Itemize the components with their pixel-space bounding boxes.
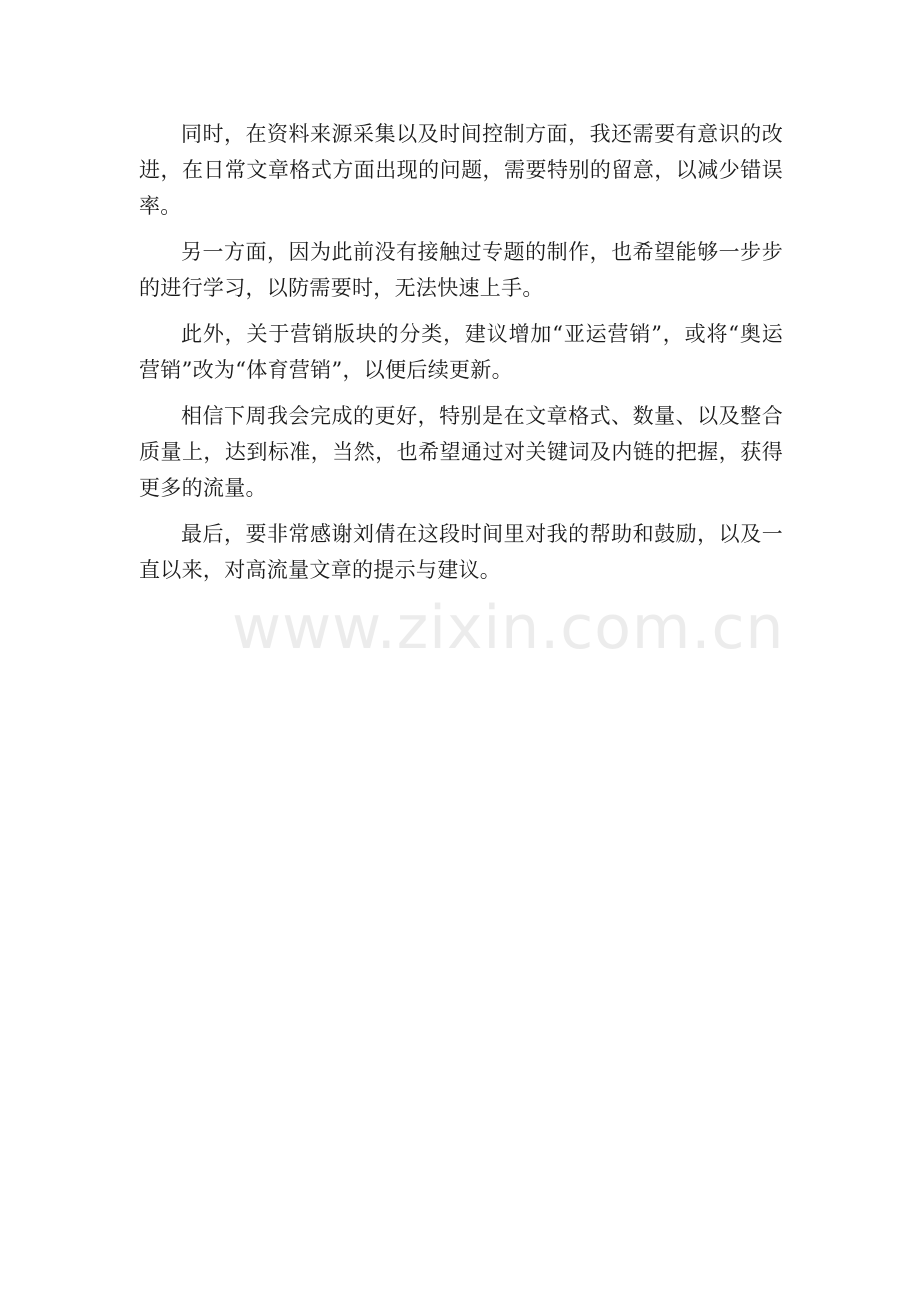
document-body [139, 116, 783, 598]
paragraph-2: 另一方面，因为此前没有接触过专题的制作，也希望能够一步步的进行学习，以防需要时，无法快速上手。 [139, 240, 783, 300]
paragraph-5: 最后，要非常感谢刘倩在这段时间里对我的帮助和鼓励，以及一直以来，对高流量文章的提示与建议。 [139, 522, 783, 582]
watermark: www.zixin.com.cn [232, 593, 785, 663]
paragraph-3: 此外，关于营销版块的分类，建议增加“亚运营销”，或将“奥运营销”改为“体育营销”，以便后续更新。 [139, 322, 783, 382]
paragraph-4: 相信下周我会完成的更好，特别是在文章格式、数量、以及整合质量上，达到标准，当然，也希望通过对关键词及内链的把握，获得更多的流量。 [139, 404, 783, 500]
paragraph-1: 同时，在资料来源采集以及时间控制方面，我还需要有意识的改进，在日常文章格式方面出现的问题，需要特别的留意，以减少错误率。 [139, 122, 783, 218]
